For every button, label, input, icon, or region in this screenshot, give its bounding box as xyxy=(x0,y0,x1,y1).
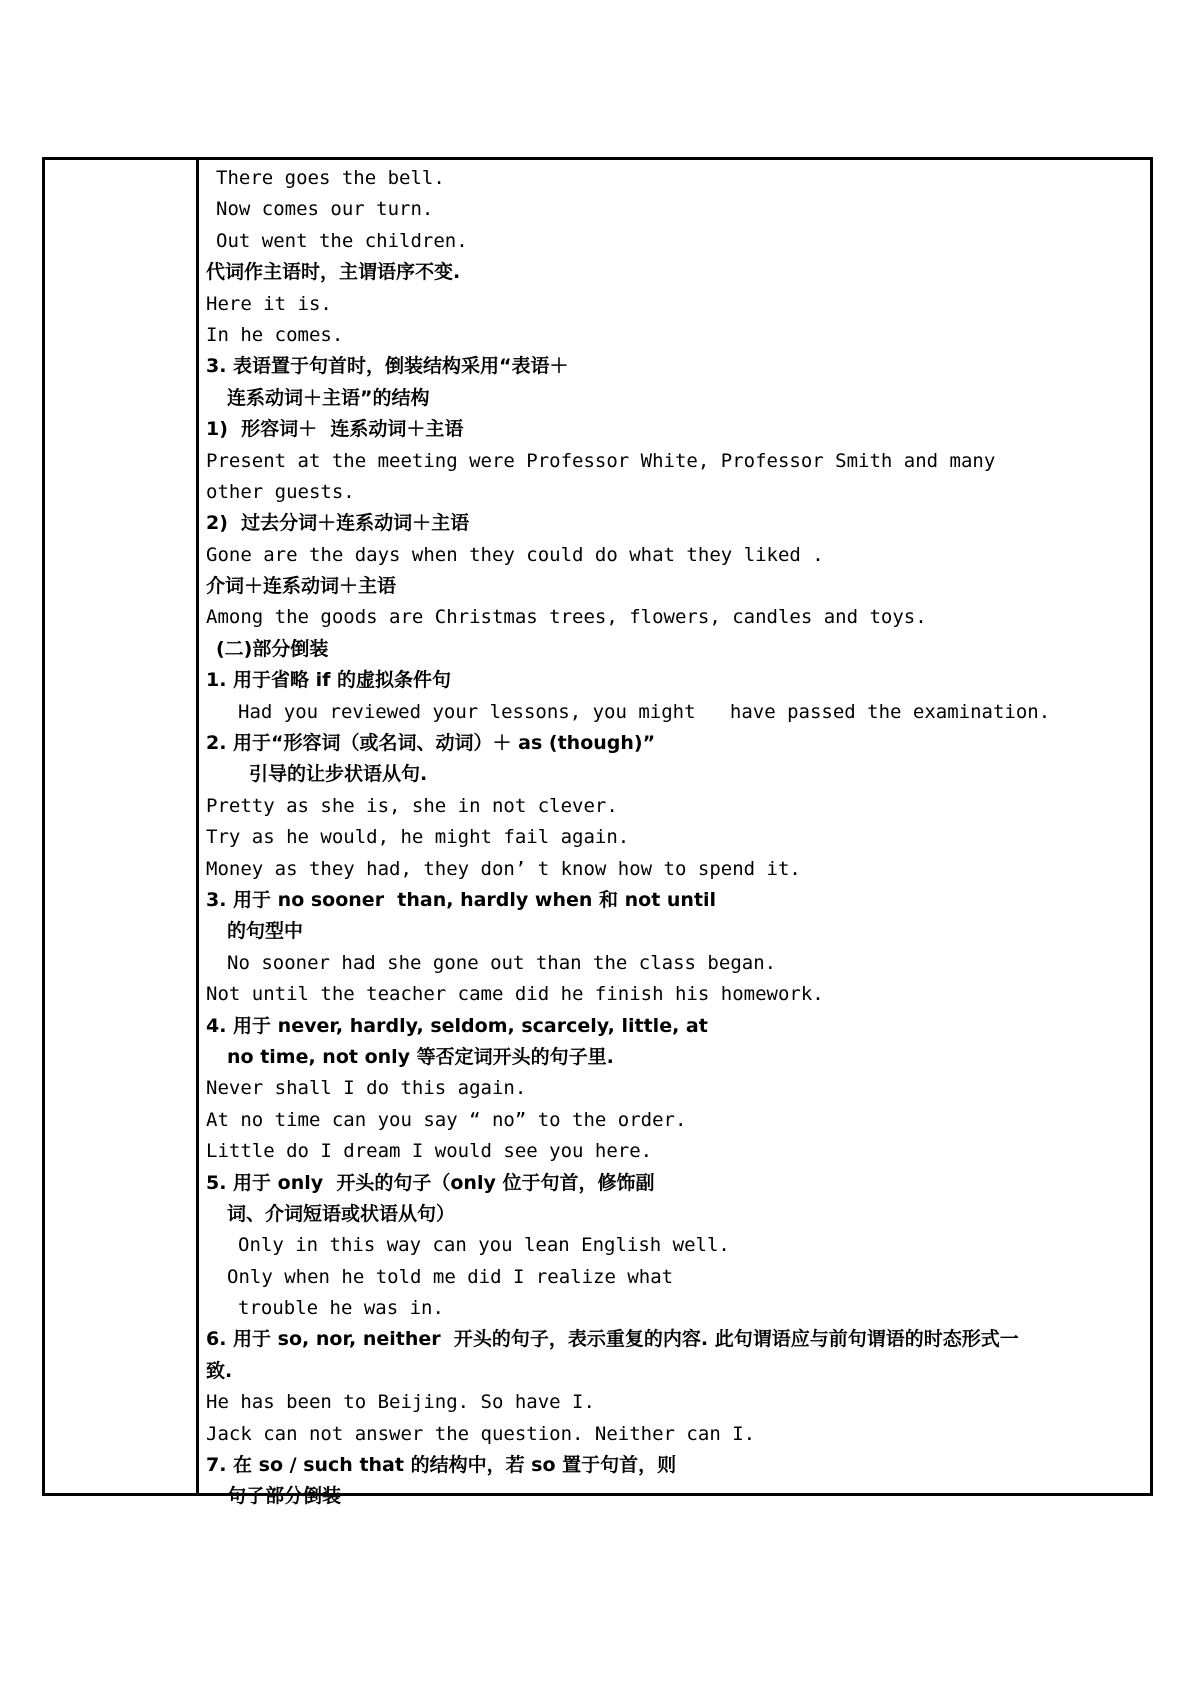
lesson-table xyxy=(42,157,1153,1508)
content-cell xyxy=(206,163,1142,1508)
heading-line: 的句型中 xyxy=(227,920,304,943)
example-sentence: Only when he told me did I realize what xyxy=(227,1265,674,1288)
heading-line: 1. 用于省略 if 的虚拟条件句 xyxy=(206,669,452,692)
example-sentence: In he comes. xyxy=(206,323,344,346)
example-sentence: Among the goods are Christmas trees, flowers, candles and toys. xyxy=(206,606,927,629)
example-sentence: There goes the bell. xyxy=(216,167,445,189)
heading-line: (二)部分倒装 xyxy=(216,637,329,660)
empty-left-cell xyxy=(45,160,196,1493)
example-sentence: No sooner had she gone out than the class began. xyxy=(227,951,777,974)
example-sentence: Only in this way can you lean English well. xyxy=(238,1234,730,1257)
heading-line: 致. xyxy=(206,1359,233,1382)
example-sentence: Had you reviewed your lessons, you might have passed the examination. xyxy=(238,700,1051,723)
heading-line: 介词＋连系动词＋主语 xyxy=(206,575,397,598)
example-sentence: Jack can not answer the question. Neither can I. xyxy=(206,1422,756,1445)
heading-line: 4. 用于 never, hardly, seldom, scarcely, little, at xyxy=(206,1014,708,1037)
heading-line: 2) 过去分词＋连系动词＋主语 xyxy=(206,512,470,535)
heading-line: 6. 用于 so, nor, neither 开头的句子，表示重复的内容. 此句谓语应与前句谓语的时态形式一 xyxy=(206,1328,1019,1351)
example-sentence: Money as they had, they don’ t know how to spend it. xyxy=(206,857,801,880)
heading-line: 代词作主语时，主谓语序不变. xyxy=(206,261,461,284)
example-sentence: Pretty as she is, she in not clever. xyxy=(206,794,618,817)
heading-line: 句子部分倒装 xyxy=(227,1485,342,1508)
example-sentence: Out went the children. xyxy=(216,229,468,252)
heading-line: no time, not only 等否定词开头的句子里. xyxy=(227,1045,614,1068)
example-sentence: Present at the meeting were Professor White, Professor Smith and many xyxy=(206,449,996,472)
column-divider xyxy=(196,160,199,1493)
heading-line: 引导的让步状语从句. xyxy=(249,763,428,786)
example-sentence: Not until the teacher came did he finish his homework. xyxy=(206,983,824,1006)
heading-line: 1) 形容词＋ 连系动词＋主语 xyxy=(206,418,464,441)
example-sentence: Little do I dream I would see you here. xyxy=(206,1140,653,1163)
heading-line: 词、介词短语或状语从句） xyxy=(227,1202,456,1225)
example-sentence: other guests. xyxy=(206,480,355,503)
heading-line: 5. 用于 only 开头的句子（only 位于句首，修饰副 xyxy=(206,1171,655,1194)
example-sentence: Gone are the days when they could do what they liked . xyxy=(206,543,824,566)
example-sentence: Now comes our turn. xyxy=(216,198,434,221)
heading-line: 7. 在 so / such that 的结构中，若 so 置于句首，则 xyxy=(206,1454,677,1477)
heading-line: 连系动词＋主语”的结构 xyxy=(227,386,430,409)
heading-line: 3. 用于 no sooner than, hardly when 和 not until xyxy=(206,888,717,911)
example-sentence: At no time can you say “ no” to the order. xyxy=(206,1108,687,1131)
example-sentence: trouble he was in. xyxy=(238,1297,444,1320)
example-sentence: Here it is. xyxy=(206,292,332,315)
heading-line: 3. 表语置于句首时，倒装结构采用“表语＋ xyxy=(206,355,569,378)
example-sentence: Never shall I do this again. xyxy=(206,1077,527,1100)
heading-line: 2. 用于“形容词（或名词、动词）＋ as (though)” xyxy=(206,732,656,755)
example-sentence: He has been to Beijing. So have I. xyxy=(206,1391,595,1414)
example-sentence: Try as he would, he might fail again. xyxy=(206,826,630,849)
